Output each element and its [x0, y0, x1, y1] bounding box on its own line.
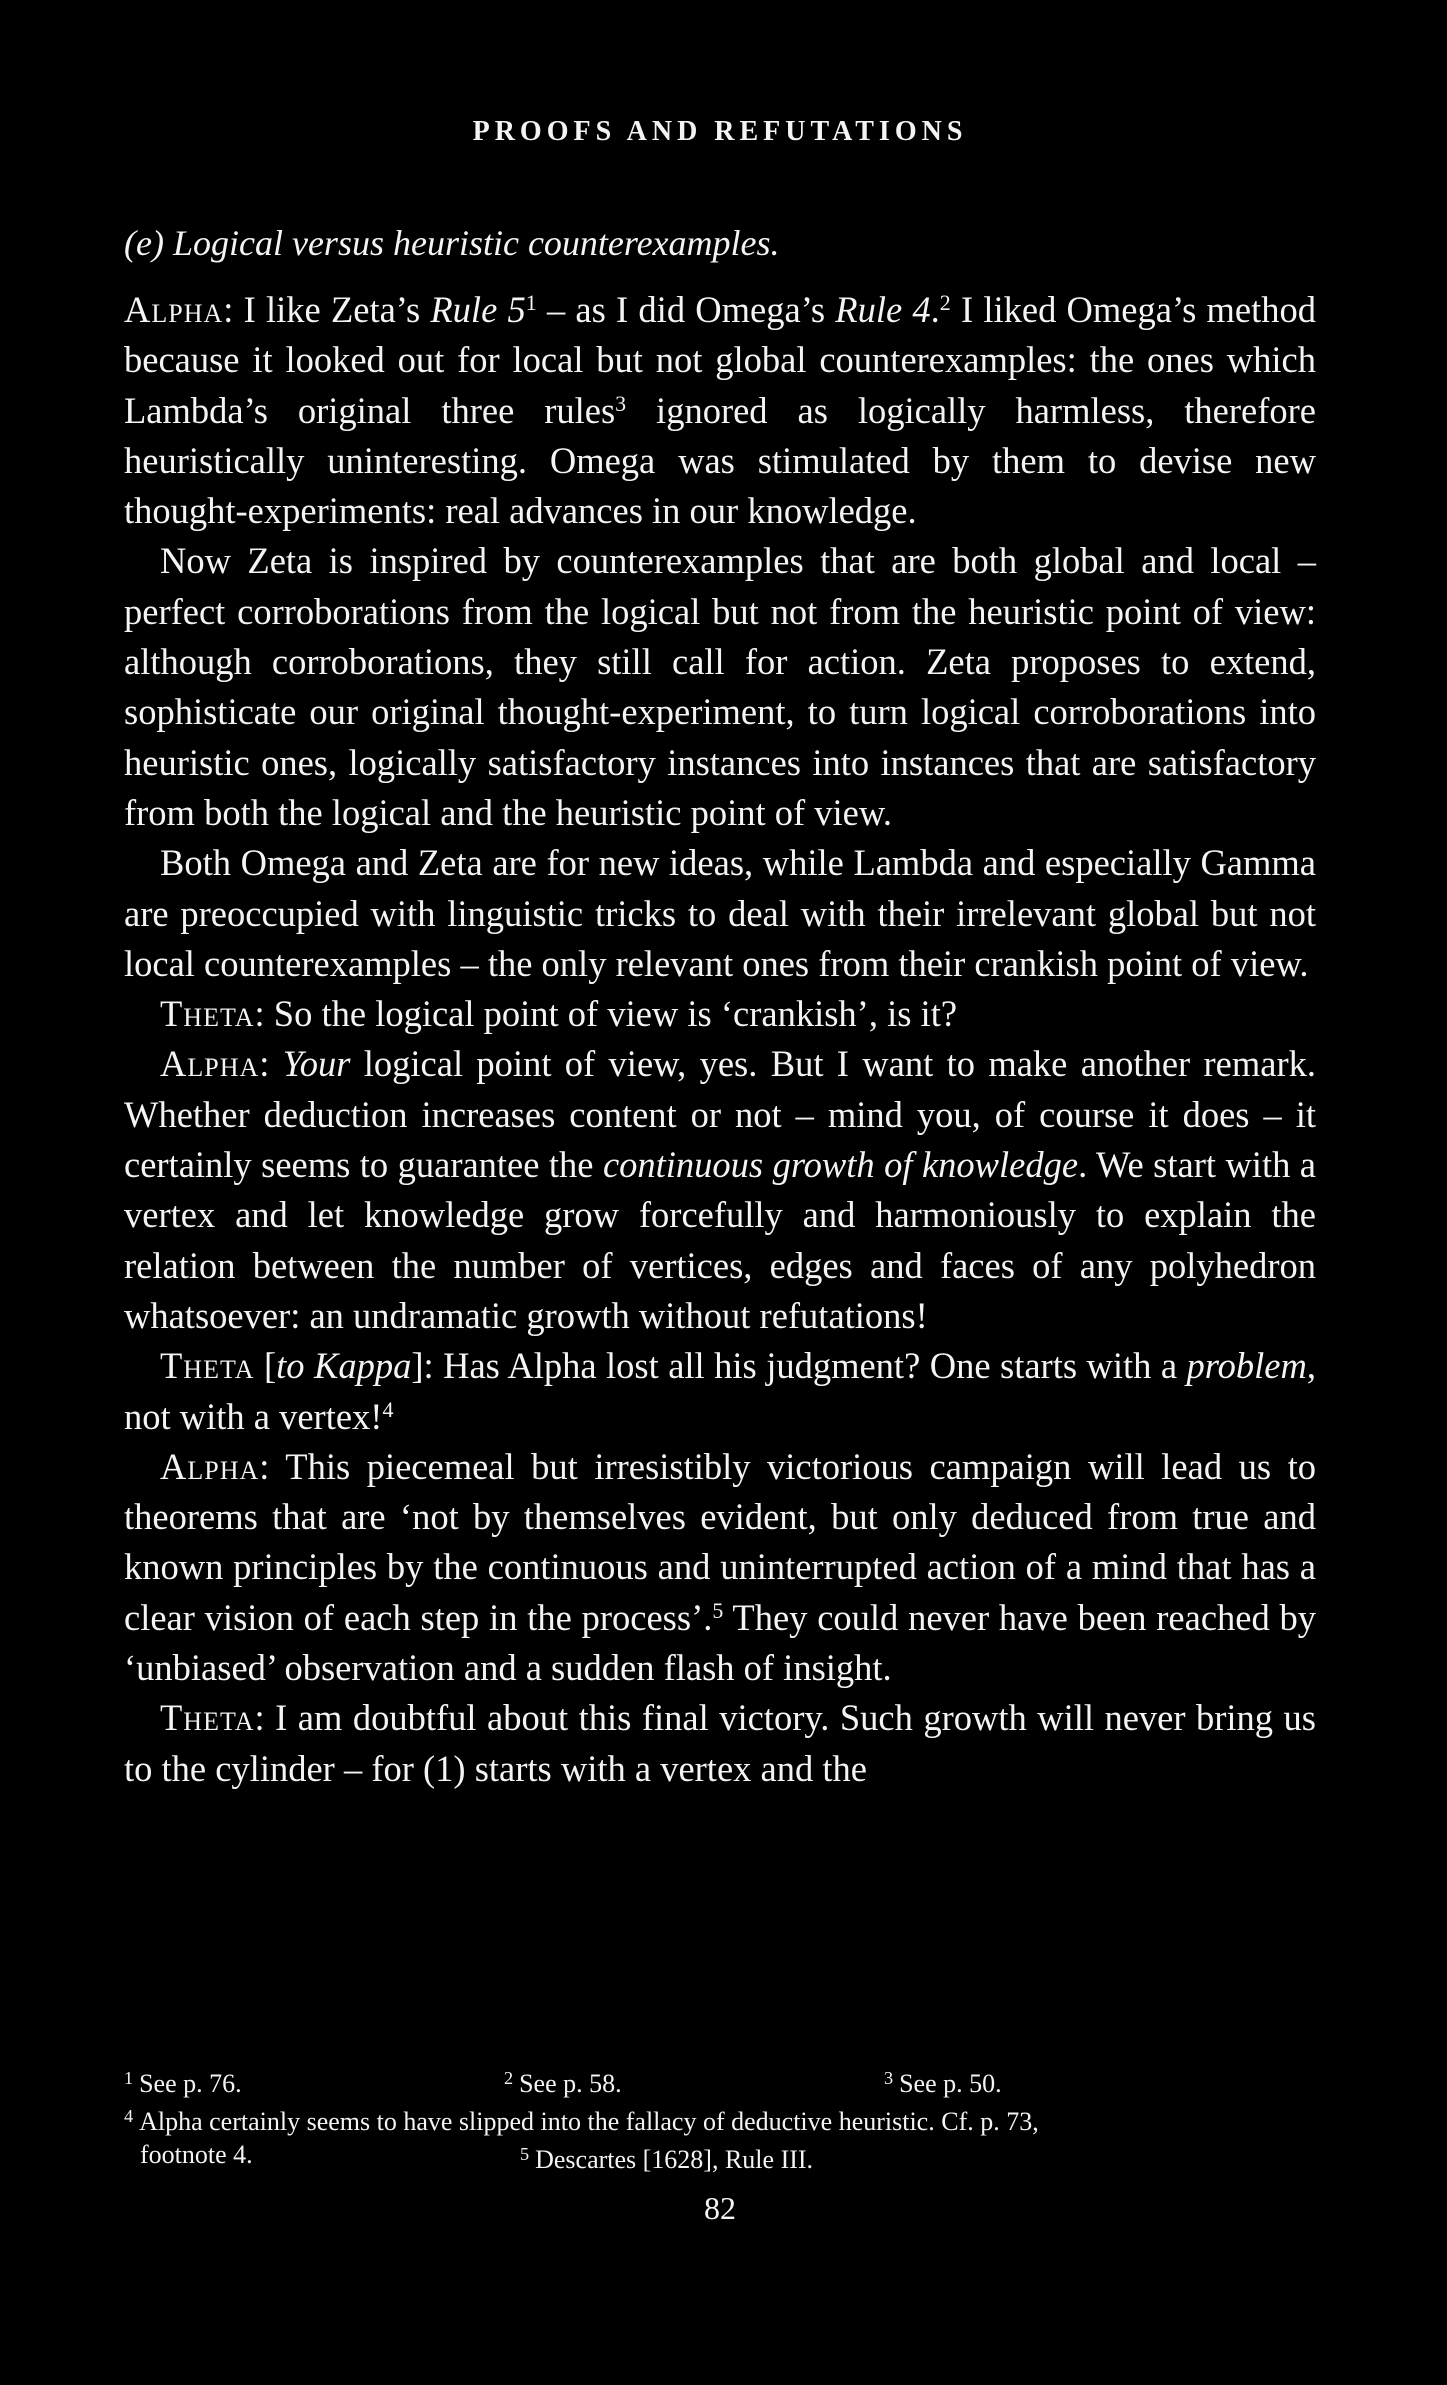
rule-5-ref: Rule 5 [430, 289, 526, 330]
body-text [124, 285, 1316, 1794]
footnote-ref-1: 1 [525, 289, 537, 315]
speaker-name: Theta [160, 1697, 255, 1739]
footnote-text: See p. 50. [899, 2069, 1002, 2099]
footnote-ref-5: 5 [712, 1597, 724, 1623]
stage-direction: to Kappa [276, 1345, 412, 1387]
speaker-name: Alpha [160, 1043, 260, 1085]
paragraph-1: Alpha: I like Zeta’s Rule $5^1$ – as I did Omega’s Rule 4.$^2$ I liked Omega’s method because it looked out for local but not global counterexamples: the ones which Lambda’s original three rules$^3$ ignored as logically harmless, therefore heuristically uninteresting. Omega was stimulated by them to devise new thought-experiments: real advances in our knowledge. [124, 289, 1317, 532]
footnote-4 [124, 2100, 1316, 2138]
text-run: : This piecemeal but irresistibly victorious campaign will lead us to theorems that are ‘not by themselves evident, but only deduced from true and known principles by the continuous and uninterrupted action of a mind that has a clear vision of each step in the process’. [124, 1445, 1316, 1638]
paragraph-7 [124, 1442, 1316, 1693]
text-run: logical point of view, yes. But I want to make another remark. Whether deduction increases content or not – mind you, of course it does – it certainly seems to guarantee the [124, 1043, 1316, 1186]
paragraph-3: Both Omega and Zeta are for new ideas, while Lambda and especially Gamma are preoccupied with linguistic tricks to deal with their irrelevant global but not local counterexamples – the only relevant ones from their crankish point of view. [124, 842, 1316, 984]
footnote-4-continuation: footnote 4. [140, 2140, 253, 2170]
paragraph-8 [124, 1693, 1316, 1794]
emphasis-problem: problem [1186, 1345, 1307, 1387]
footnote-2 [504, 2062, 884, 2100]
footnote-number: 5 [520, 2144, 530, 2165]
footnote-ref-2: 2 [939, 289, 951, 315]
speaker-name: Alpha [124, 289, 224, 330]
text-run: : [259, 1043, 283, 1085]
speaker-name: Theta [160, 1345, 255, 1387]
section-title: Logical versus heuristic counterexamples. [172, 223, 780, 263]
footnote-text: See p. 76. [139, 2069, 242, 2099]
footnote-number: 4 [124, 2106, 134, 2127]
page-number: 82 [704, 2190, 736, 2226]
paragraph-4 [124, 989, 1316, 1039]
footnote-ref-4: 4 [382, 1396, 394, 1422]
emphasis-continuous-growth: continuous growth of knowledge [602, 1144, 1079, 1186]
speaker-name: Theta [160, 993, 255, 1035]
speaker-name: Alpha [160, 1445, 260, 1487]
footnote-3 [884, 2062, 1264, 2100]
text-run: : I am doubtful about this final victory. Such growth will never bring us to the cylinder – for (1) starts with a vertex and the [124, 1697, 1316, 1789]
text-run: . We start with a vertex and let knowledge grow forcefully and harmoniously to explain the relation between the number of vertices, edges and faces of any polyhedron whatsoever: an undramatic growth without refutations! [124, 1144, 1316, 1336]
footnote-text: Alpha certainly seems to have slipped into the fallacy of deductive heuristic. Cf. p. 73, [139, 2107, 1039, 2137]
text-run: ]: Has Alpha lost all his judgment? One starts with a [411, 1345, 1187, 1387]
footnote-5 [520, 2138, 813, 2176]
text-run: , not with a vertex! [124, 1345, 1316, 1437]
running-head: PROOFS AND REFUTATIONS [472, 116, 968, 147]
footnote-1 [124, 2062, 504, 2100]
footnote-continuation-row [124, 2138, 1316, 2176]
section-heading [124, 222, 780, 264]
emphasis-your: Your [282, 1043, 351, 1085]
footnote-number: 1 [124, 2068, 134, 2088]
paragraph-5 [124, 1039, 1316, 1341]
text-run: [ [254, 1345, 277, 1387]
text-run: ignored as logically harmless, therefore heuristically uninteresting. Omega was stimulated by them to devise new thought-experiments: real advances in our knowledge. [124, 389, 1316, 532]
text-run: I liked Omega’s method because it looked out for local but not global counterexamples: the ones which Lambda’s original three rules [124, 289, 1317, 431]
text-run: : So the logical point of view is ‘crankish’, is it? [254, 993, 958, 1035]
footnote-ref-3: 3 [615, 390, 627, 416]
paragraph-6 [124, 1341, 1316, 1442]
footnotes [124, 2062, 1316, 2177]
text-run: They could never have been reached by ‘unbiased’ observation and a sudden flash of insight. [124, 1596, 1316, 1689]
rule-4-ref: Rule 4 [835, 289, 931, 330]
section-label: (e) [124, 223, 164, 263]
footnote-text: Descartes [1628], Rule III. [535, 2145, 814, 2175]
paragraph-2: Now Zeta is inspired by counterexamples that are both global and local – perfect corroborations from the logical but not from the heuristic point of view: although corroborations, they still call for action. Zeta proposes to extend, sophisticate our original thought-experiment, to turn logical corroborations into heuristic ones, logically satisfactory instances into instances that are satisfactory from both the logical and the heuristic point of view. [124, 540, 1316, 833]
footnote-row [124, 2062, 1316, 2100]
text-run: : I like Zeta’s [223, 289, 431, 330]
footnote-number: 3 [884, 2068, 894, 2088]
footnote-text: See p. 58. [519, 2069, 622, 2099]
footnote-number: 2 [504, 2068, 514, 2088]
text-run: – as I did Omega’s [536, 289, 836, 330]
